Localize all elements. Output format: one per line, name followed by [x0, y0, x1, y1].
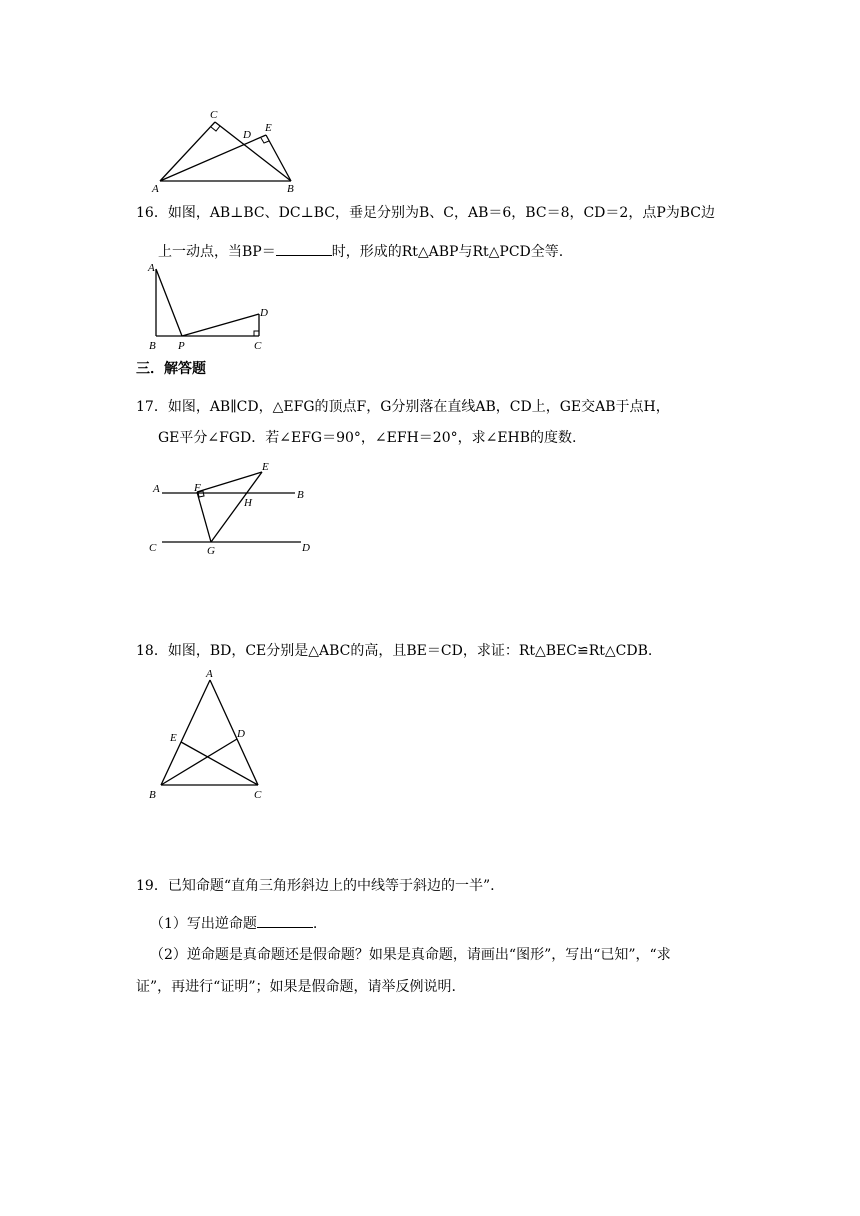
q19-answer-blank[interactable] — [257, 913, 313, 928]
label-e: E — [170, 732, 177, 744]
label-h: H — [244, 497, 252, 509]
right-angle-mark-c — [211, 126, 220, 131]
right-angle-mark-c — [254, 331, 259, 336]
label-d: D — [243, 129, 251, 141]
q16-line2-before: 上一动点，当BP＝ — [158, 244, 276, 260]
label-e: E — [262, 461, 269, 473]
segment-ce — [181, 742, 258, 785]
label-c: C — [149, 542, 157, 554]
segment-ac — [160, 122, 215, 181]
label-a: A — [206, 668, 213, 680]
label-d: D — [260, 307, 268, 319]
q19-part1 — [150, 913, 317, 934]
label-b: B — [297, 489, 304, 501]
q16-line1: 16．如图，AB⊥BC、DC⊥BC，垂足分别为B、C，AB＝6，BC＝8，CD＝2，点P为BC边 — [136, 205, 715, 221]
segment-fg — [197, 492, 211, 542]
segment-ab — [161, 680, 210, 785]
q19-part1-after: . — [312, 916, 318, 932]
label-p: P — [178, 340, 185, 352]
label-b: B — [149, 340, 156, 352]
segment-ae — [160, 135, 266, 181]
segment-ac — [210, 680, 258, 785]
q19-line1: 19．已知命题“直角三角形斜边上的中线等于斜边的一半”. — [136, 878, 495, 894]
label-g: G — [207, 545, 215, 557]
figure-q15 — [140, 100, 320, 200]
label-f: F — [194, 482, 201, 494]
label-b: B — [149, 789, 156, 801]
label-e: E — [265, 122, 272, 134]
label-a: A — [153, 483, 160, 495]
segment-pd — [182, 314, 259, 336]
segment-ge — [211, 472, 262, 542]
label-c: C — [254, 789, 262, 801]
label-a: A — [148, 262, 155, 274]
label-d: D — [302, 542, 310, 554]
q19-part2-line2: 证”，再进行“证明”；如果是假命题，请举反例说明. — [136, 979, 456, 995]
q19-part2-line1: （2）逆命题是真命题还是假命题？如果是真命题，请画出“图形”，写出“已知”，“求 — [150, 947, 671, 963]
q16-line2-after: 时，形成的Rt△ABP与Rt△PCD全等. — [331, 244, 564, 260]
q18-line1: 18．如图，BD，CE分别是△ABC的高，且BE＝CD，求证：Rt△BEC≌Rt△CDB. — [136, 643, 653, 659]
label-a: A — [152, 183, 159, 195]
label-c: C — [254, 340, 262, 352]
label-c: C — [210, 109, 218, 121]
label-b: B — [287, 183, 294, 195]
section-heading: 三．解答题 — [136, 361, 206, 377]
figure-q18 — [140, 665, 280, 805]
segment-fe — [197, 472, 262, 492]
label-d: D — [237, 728, 245, 740]
segment-eb — [266, 135, 291, 181]
q19-part1-before: （1）写出逆命题 — [150, 916, 257, 932]
q16-answer-blank[interactable] — [276, 241, 332, 256]
q17-line1: 17．如图，AB∥CD，△EFG的顶点F，G分别落在直线AB，CD上，GE交AB于点H， — [136, 399, 670, 415]
segment-ap — [156, 269, 182, 336]
figure-q17 — [140, 455, 330, 565]
figure-q16 — [140, 258, 280, 353]
q17-line2: GE平分∠FGD．若∠EFG＝90°，∠EFH＝20°，求∠EHB的度数. — [158, 430, 577, 446]
